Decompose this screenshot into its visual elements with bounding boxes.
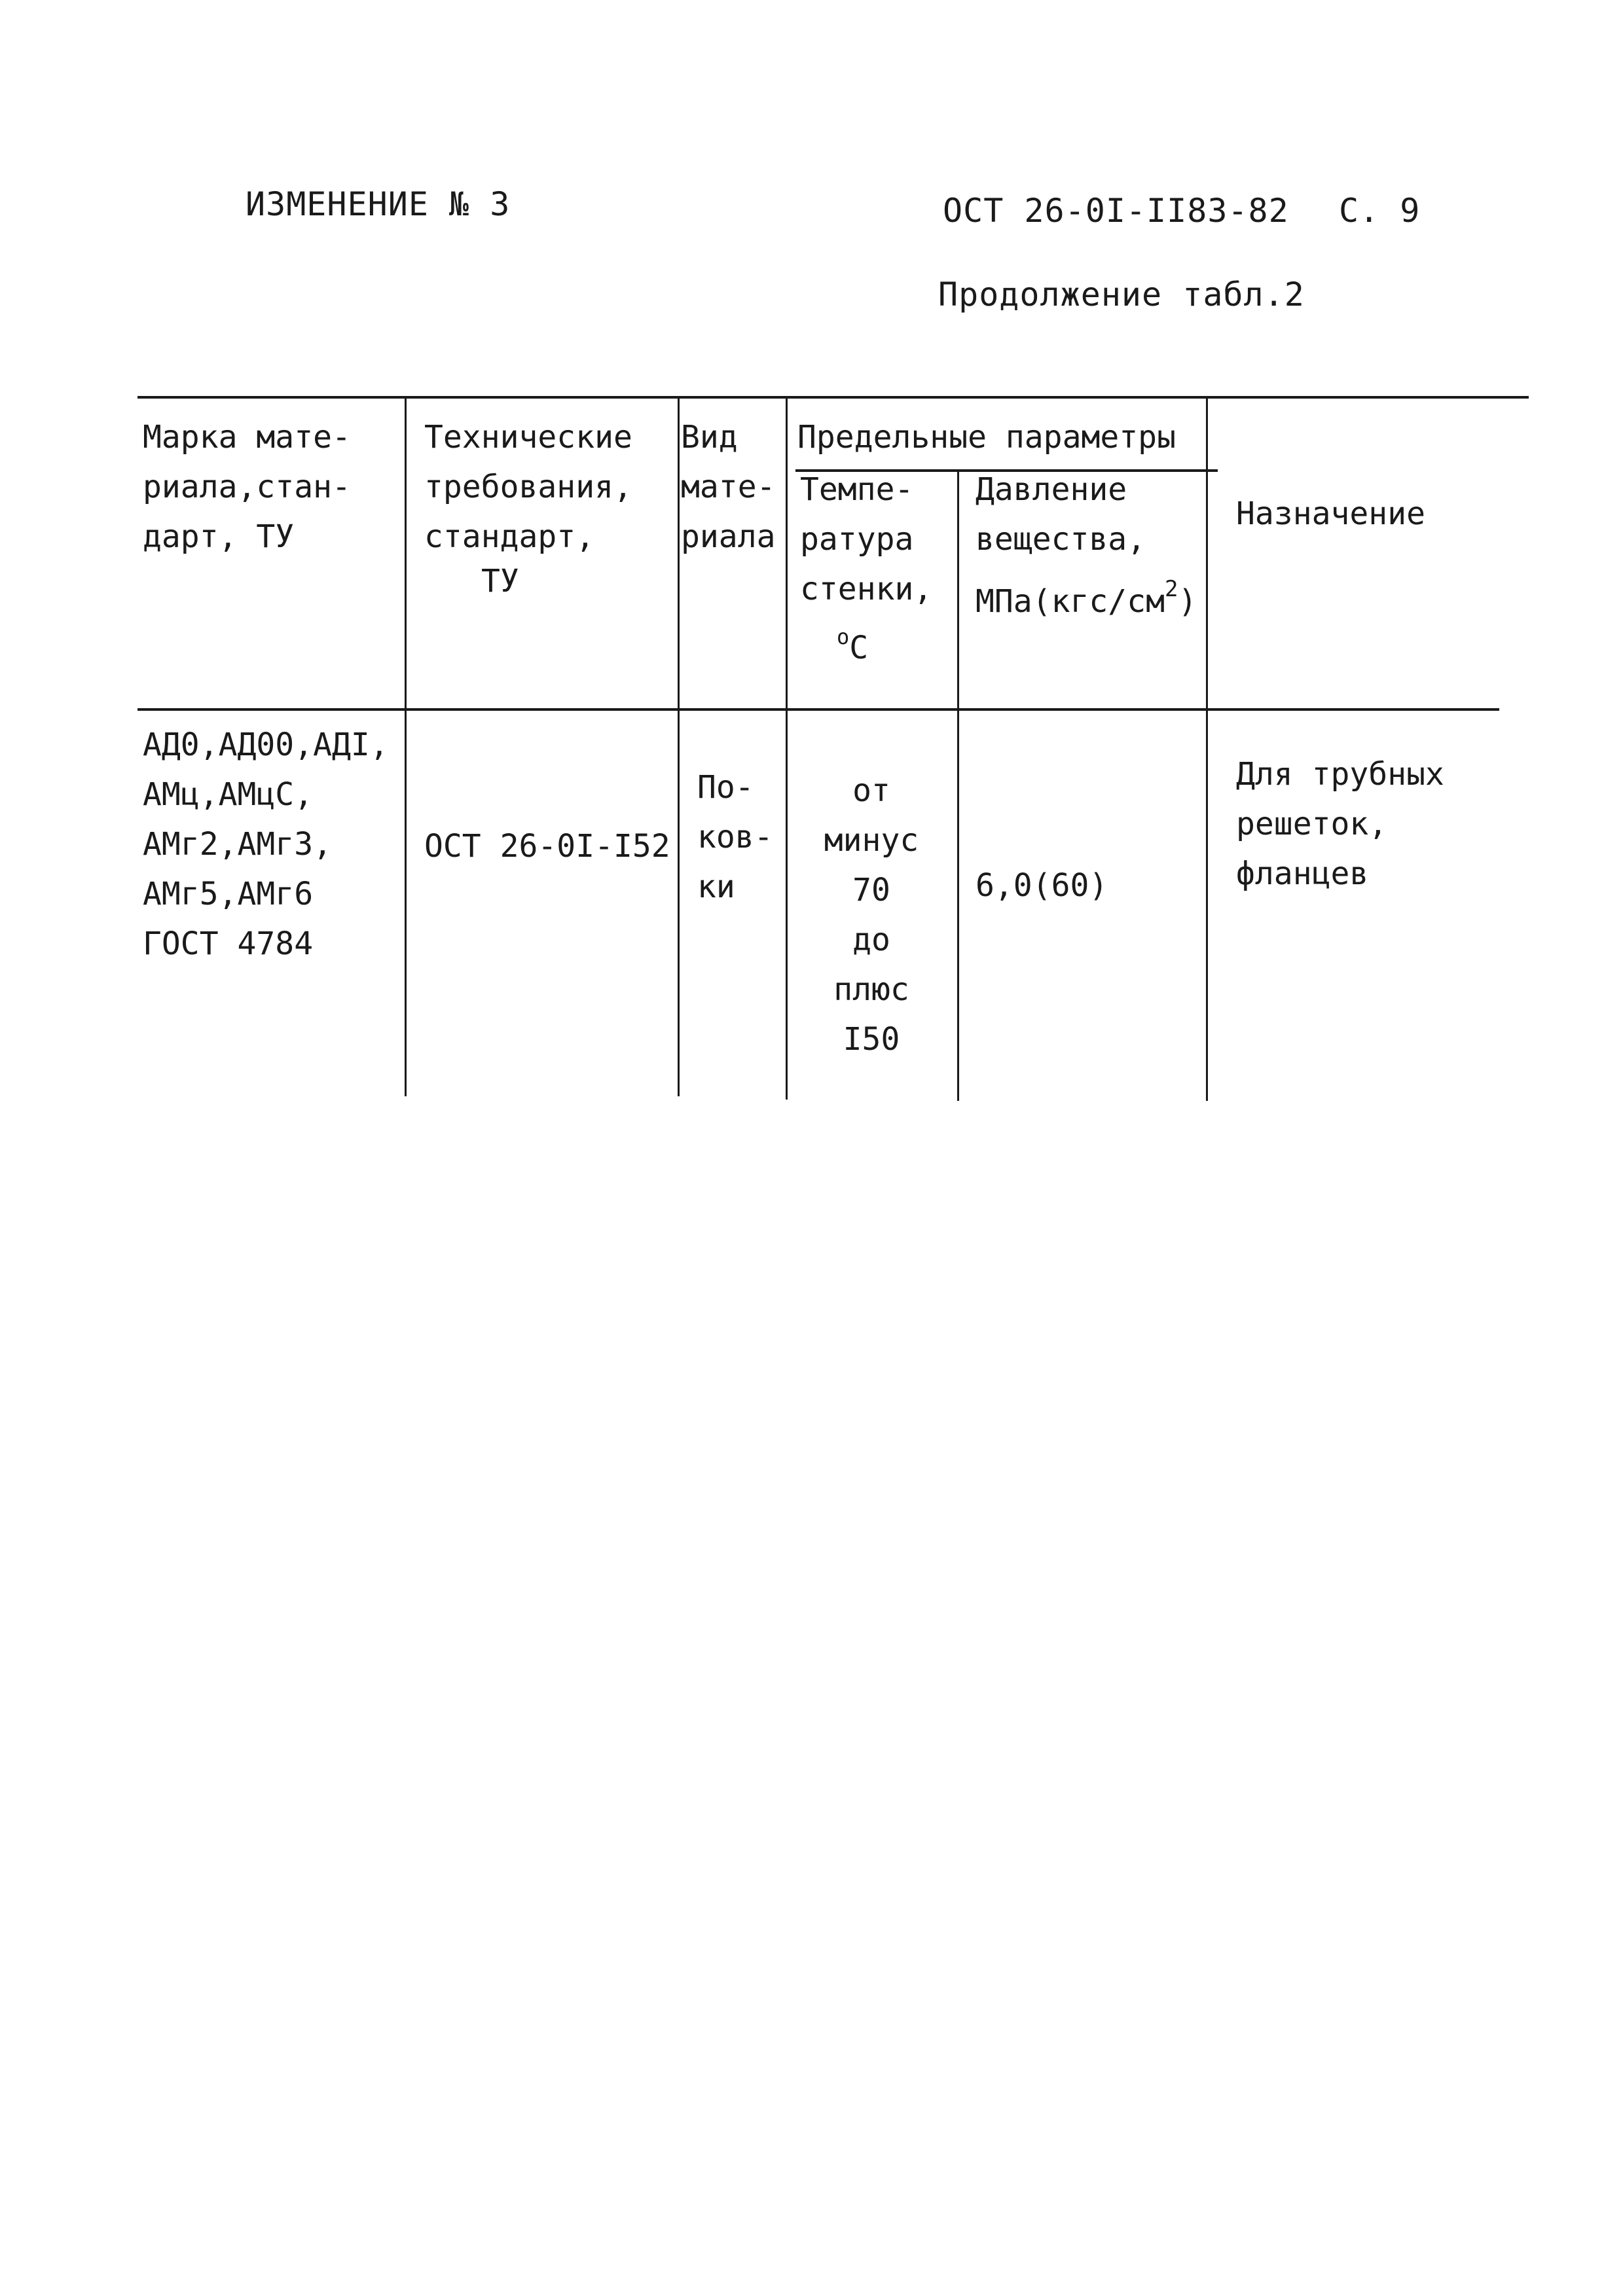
row-pressure: 6,0(60) (976, 867, 1108, 904)
celsius-unit: С (849, 630, 869, 666)
header-material-kind: Вид мате- риала (681, 419, 776, 555)
col-divider-1 (405, 396, 407, 1096)
row-material: АД0,АД00,АДI, АМц,АМцС, АМг2,АМг3, АМг5,АМг6 ГОСТ 4784 (143, 726, 389, 962)
header-requirements-tu: ТУ (481, 563, 519, 600)
standard-number: ОСТ 26-0I-II83-82 (943, 192, 1289, 230)
row-temperature-range: от минус 70 до плюс I50 (824, 772, 919, 1058)
header-limit-parameters: Предельные параметры (797, 419, 1176, 456)
header-temperature: Темпе- ратура стенки, (800, 471, 933, 607)
table-top-rule (137, 396, 1529, 399)
header-pressure (976, 465, 1197, 626)
header-requirements: Технические требования, стандарт, (424, 419, 632, 555)
page-number: С. 9 (1339, 192, 1421, 230)
col-divider-2 (678, 396, 680, 1096)
degree-mark: о (837, 624, 850, 649)
row-purpose: Для трубных решеток, фланцев (1236, 756, 1444, 892)
row-material-kind: По- ков- ки (697, 769, 773, 905)
header-pressure-close: ) (1178, 583, 1197, 620)
col-divider-5 (1206, 396, 1208, 1101)
change-title: ИЗМЕНЕНИЕ № 3 (246, 185, 511, 223)
table-continuation-caption: Продолжение табл.2 (938, 276, 1305, 314)
header-purpose: Назначение (1236, 495, 1425, 532)
col-divider-4 (957, 469, 959, 1101)
header-pressure-text: Давление вещества, МПа(кгс/см (976, 471, 1165, 620)
squared-mark: 2 (1164, 576, 1178, 602)
header-material: Марка мате- риала,стан- дарт, ТУ (143, 419, 351, 555)
header-temperature-unit (837, 612, 868, 673)
header-bottom-rule (137, 708, 1499, 711)
row-requirements: ОСТ 26-0I-I52 (424, 828, 670, 865)
